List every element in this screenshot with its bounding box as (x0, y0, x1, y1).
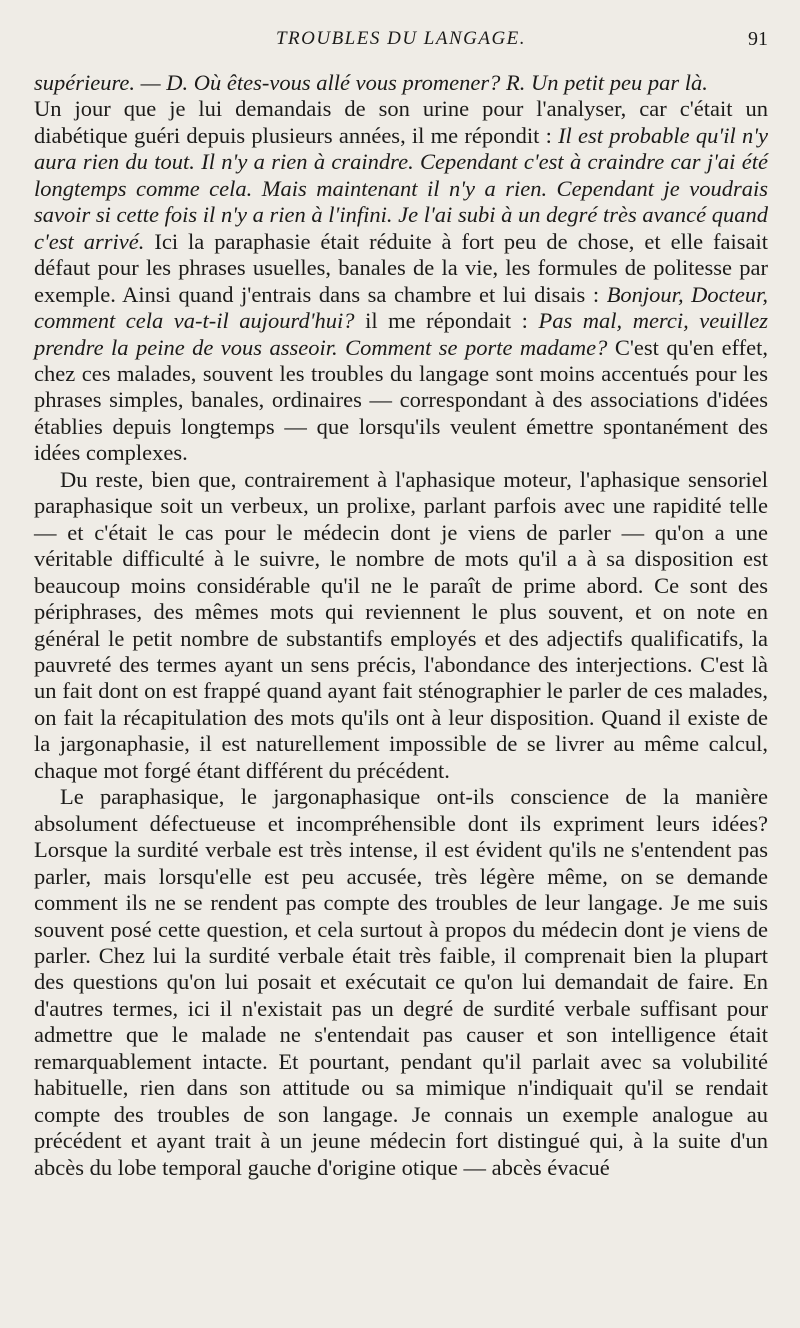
paragraph (34, 96, 768, 466)
italic-quote: Bonjour, Docteur, comment cela va-t-il aujourd'hui? (34, 281, 768, 334)
italic-quote: Il est probable qu'il n'y aura rien du tout. Il n'y a rien à craindre. Cependant c'est à craindre car j'ai été longtemps comme cela. Mais maintenant il n'y a rien. Cependant je voudrais savoir si cette fois il n'y a rien à l'infini. Je l'ai subi à un degré très avancé quand c'est arrivé. (34, 122, 768, 254)
italic-quote: supérieure. — D. Où êtes-vous allé vous promener? R. Un petit peu par là. (34, 70, 708, 95)
text-run: Le paraphasique, le jargonaphasique ont-ils conscience de la manière absolument défectueuse et incompréhensible dont ils expriment leurs idées? Lorsque la surdité verbale est très intense, il est évident qu'ils ne s'entendent pas parler, mais lorsqu'elle est peu accusée, très légère même, on se demande comment ils ne se rendent pas compte des troubles de leur langage. Je me suis souvent posé cette question, et cela surtout à propos du médecin dont je viens de parler. Chez lui la surdité verbale était très faible, il comprenait bien la plupart des questions qu'on lui posait et exécutait ce qu'on lui demandait de faire. En d'autres termes, ici il n'existait pas un degré de surdité verbale suffisant pour admettre que le malade ne s'entendait pas causer et son intelligence était remarquablement intacte. Et pourtant, pendant qu'il parlait avec sa volubilité habituelle, rien dans son attitude ou sa mimique n'indiquait qu'il se rendait compte des troubles de son langage. Je connais un exemple analogue au précédent et ayant trait à un jeune médecin fort distingué qui, à la suite d'un abcès du lobe temporal gauche d'origine otique — abcès évacué (34, 784, 768, 1180)
page-number: 91 (748, 28, 768, 50)
running-head-title: TROUBLES DU LANGAGE. (275, 28, 527, 49)
text-run: il me répondait : (354, 308, 539, 334)
text-run: C'est qu'en effet, chez ces malades, souvent les troubles du langage sont moins accentués pour les phrases simples, banales, ordinaires — correspondant à des associations d'idées établies depuis longtemps — que lorsqu'ils veulent émettre spontanément des idées complexes. (34, 334, 769, 466)
text-run: Du reste, bien que, contrairement à l'aphasique moteur, l'aphasique sensoriel paraphasique soit un verbeux, un prolixe, parlant parfois avec une rapidité telle — et c'était le cas pour le médecin dont je viens de parler — qu'on a une véritable difficulté à le suivre, le nombre de mots qu'il a à sa disposition est beaucoup moins considérable qu'il ne le paraît de prime abord. Ce sont des périphrases, des mêmes mots qui reviennent le plus souvent, et on note en général le petit nombre de substantifs employés et des adjectifs qualificatifs, la pauvreté des termes ayant un sens précis, l'abondance des interjections. C'est là un fait dont on est frappé quand ayant fait sténographier le parler de ces malades, on fait la récapitulation des mots qu'ils ont à leur disposition. Quand il existe de la jargonaphasie, il est naturellement impossible de se livrer au même calcul, chaque mot forgé étant différent du précédent. (34, 466, 768, 783)
italic-quote: Pas mal, merci, veuillez prendre la peine de vous asseoir. Comment se porte madame? (34, 308, 768, 360)
body-text (34, 70, 768, 1181)
text-run: Ici la paraphasie était réduite à fort peu de chose, et elle faisait défaut pour les phrases usuelles, banales de la vie, les formules de politesse par exemple. Ainsi quand j'entrais dans sa chambre et lui disais : (34, 228, 768, 307)
running-head (34, 28, 768, 58)
paragraph (34, 70, 768, 96)
paragraph (34, 784, 768, 1181)
paragraph (34, 467, 768, 784)
text-run: Un jour que je lui demandais de son urine pour l'analyser, car c'était un diabétique guéri depuis plusieurs années, il me répondit : (34, 96, 768, 148)
